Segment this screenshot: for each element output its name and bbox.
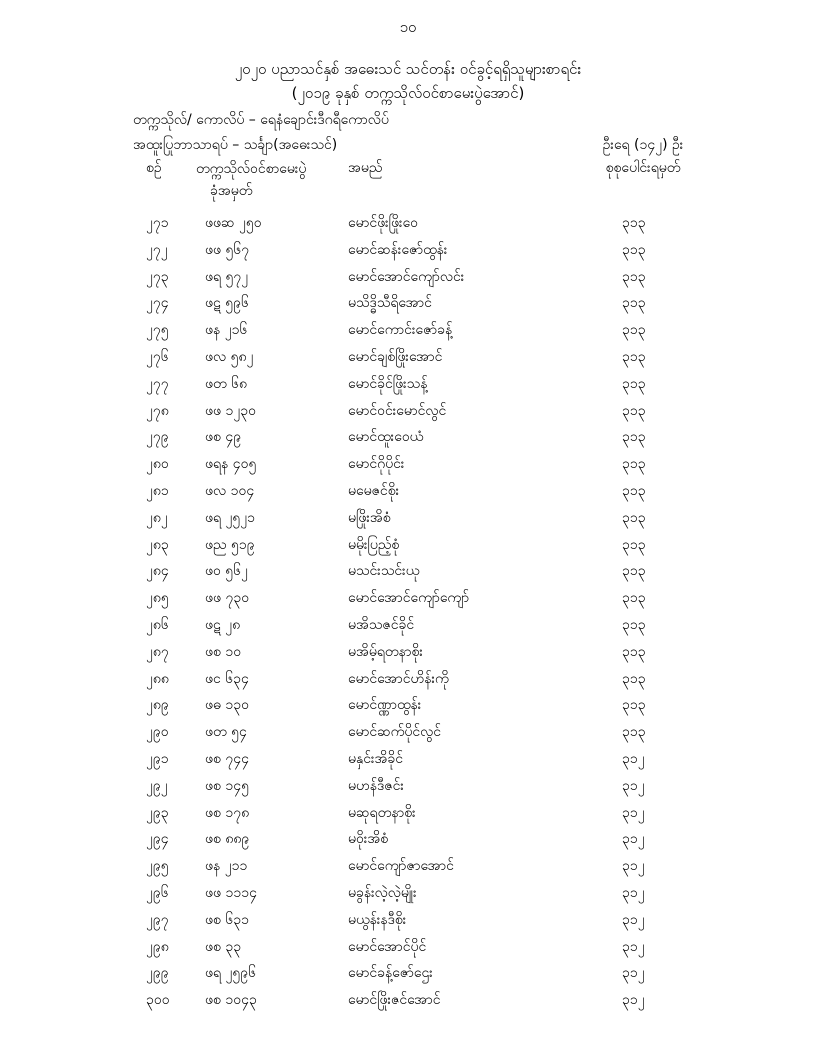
row-name: မောင်ဆန်းဇော်ထွန်း <box>348 241 448 258</box>
row-serial-no: ၂၉၀ <box>146 724 169 741</box>
row-total-marks: ၃၁၃ <box>622 697 646 714</box>
row-roll-number: ဖစ ၁၄၅ <box>205 777 249 794</box>
row-name: မနှင်းအိခိုင် <box>348 750 404 767</box>
row-serial-no: ၂၉၈ <box>146 938 169 955</box>
row-name: မောင်ကျော်ဇာအောင် <box>348 858 454 875</box>
row-roll-number: ဖစ ၈၈၉ <box>205 831 250 848</box>
row-serial-no: ၂၉၅ <box>146 858 169 875</box>
row-total-marks: ၃၁၂ <box>622 992 645 1009</box>
row-name: မောင်ဖြိုးဇင်အောင် <box>348 992 441 1009</box>
document-subtitle: (၂၀၁၉ ခုနှစ် တက္ကသိုလ်ဝင်စာမေးပွဲအောင်) <box>291 84 525 102</box>
row-serial-no: ၃၀၀ <box>146 992 170 1009</box>
row-roll-number: ဖစ ၄၉ <box>205 429 242 446</box>
row-roll-number: ဖရ ၅၇၂ <box>205 268 249 285</box>
row-serial-no: ၂၉၃ <box>146 804 169 821</box>
row-total-marks: ၃၁၃ <box>622 724 646 741</box>
row-name: မောင်ဏ္ဏာထွန်း <box>348 697 422 714</box>
row-serial-no: ၂၇၉ <box>146 429 169 446</box>
table-row <box>0 856 816 883</box>
row-roll-number: ဖဝ ၅၆၂ <box>205 563 248 580</box>
table-row <box>0 615 816 642</box>
row-total-marks: ၃၁၂ <box>622 938 645 955</box>
university-line: တက္ကသိုလ်/ ကောလိပ် – ရေနံချောင်းဒီဂရီကောလိပ် <box>133 112 389 128</box>
row-serial-no: ၂၉၇ <box>146 911 169 928</box>
row-total-marks: ၃၁၃ <box>622 295 646 312</box>
row-roll-number: ဖတ ၅၄ <box>205 724 247 741</box>
table-row <box>0 990 816 1017</box>
row-name: မဟန်ဒီဇင်း <box>348 777 404 794</box>
row-name: မောင်အောင်ပိုင် <box>348 938 427 955</box>
row-roll-number: ဖစ ၃၃ <box>205 938 242 955</box>
row-serial-no: ၂၈၉ <box>146 697 169 714</box>
row-total-marks: ၃၁၃ <box>622 402 646 419</box>
table-row <box>0 588 816 615</box>
row-total-marks: ၃၁၂ <box>622 965 645 982</box>
header-roll-number <box>196 158 346 202</box>
row-name: မောင်ဆက်ပိုင်လွင် <box>348 724 441 741</box>
row-serial-no: ၂၉၆ <box>146 884 169 901</box>
row-serial-no: ၂၈၂ <box>146 509 168 526</box>
row-name: မောင်အောင်ဟိန်းကို <box>348 670 449 687</box>
row-name: မအိမ့်ရတနာစိုး <box>348 643 423 660</box>
row-total-marks: ၃၁၃ <box>622 670 646 687</box>
table-row <box>0 320 816 347</box>
row-name: မောင်အောင်ကျော်ကျော် <box>348 590 470 607</box>
table-row <box>0 401 816 428</box>
row-name: မောင်ခန့်ဇော်ဌေး <box>348 965 433 982</box>
row-total-marks: ၃၁၃ <box>622 590 646 607</box>
table-row <box>0 213 816 240</box>
row-roll-number: ဖည ၅၁၉ <box>205 536 255 553</box>
row-roll-number: ဖန ၂၁၆ <box>205 322 248 339</box>
row-serial-no: ၂၈၄ <box>146 563 169 580</box>
row-total-marks: ၃၁၃ <box>622 482 646 499</box>
row-name: မောင်အောင်ကျော်လင်း <box>348 268 465 285</box>
row-serial-no: ၂၉၉ <box>146 965 169 982</box>
row-serial-no: ၂၈၅ <box>146 590 169 607</box>
row-total-marks: ၃၁၂ <box>622 804 645 821</box>
row-roll-number: ဖဖ ၅၆၇ <box>205 241 250 258</box>
results-list <box>0 213 816 1017</box>
row-roll-number: ဖလ ၁၀၄ <box>205 482 255 499</box>
row-name: မမေဇင်စိုး <box>348 482 400 499</box>
row-total-marks: ၃၁၃ <box>622 616 646 633</box>
header-serial-no: စဉ် <box>146 160 162 176</box>
row-serial-no: ၂၇၈ <box>146 402 169 419</box>
row-total-marks: ၃၁၃ <box>622 375 646 392</box>
header-roll-line-1: တက္ကသိုလ်ဝင်စာမေးပွဲ <box>196 161 307 177</box>
row-roll-number: ဖစ ၁၀ <box>205 643 242 660</box>
table-row <box>0 883 816 910</box>
row-roll-number: ဖစ ၁၇၈ <box>205 804 250 821</box>
row-serial-no: ၂၉၁ <box>146 750 169 767</box>
document-title: ၂၀၂၀ ပညာသင်နှစ် အဓေးသင် သင်တန်း ဝင်ခွင့်ရရှိသူများစာရင်း <box>234 60 582 78</box>
table-row <box>0 695 816 722</box>
row-name: မမိုးပြည့်စုံ <box>348 536 400 553</box>
row-total-marks: ၃၁၃ <box>622 348 646 365</box>
table-row <box>0 642 816 669</box>
table-row <box>0 347 816 374</box>
table-row <box>0 374 816 401</box>
row-name: မောင်ဖိုးဖြိုးဝေ <box>348 215 419 231</box>
header-name: အမည် <box>348 160 383 176</box>
row-total-marks: ၃၁၃ <box>622 456 646 473</box>
row-total-marks: ၃၁၂ <box>622 750 645 767</box>
row-serial-no: ၂၈၃ <box>146 536 169 553</box>
row-roll-number: ဖစ ၆၃၁ <box>205 911 249 928</box>
row-total-marks: ၃၁၂ <box>622 777 645 794</box>
row-roll-number: ဖဖဆ ၂၅၀ <box>205 215 262 231</box>
table-row <box>0 293 816 320</box>
row-name: မောင်ချစ်ဖြိုးအောင် <box>348 348 443 365</box>
row-roll-number: ဖစ ၇၄၄ <box>205 750 249 767</box>
table-row <box>0 829 816 856</box>
row-roll-number: ဖရန ၄၀၅ <box>205 456 257 473</box>
row-total-marks: ၃၁၃ <box>622 268 646 285</box>
row-roll-number: ဖဖ ၇၃၀ <box>205 590 250 607</box>
row-serial-no: ၂၇၆ <box>146 348 169 365</box>
row-serial-no: ၂၇၄ <box>146 295 169 312</box>
table-row <box>0 963 816 990</box>
row-serial-no: ၂၉၂ <box>146 777 168 794</box>
row-serial-no: ၂၇၇ <box>146 375 169 392</box>
row-name: မအိသဇင်ခိုင် <box>348 616 415 633</box>
table-row <box>0 481 816 508</box>
row-total-marks: ၃၁၂ <box>622 858 645 875</box>
row-name: မဝိုးအိစံ <box>348 831 389 848</box>
row-roll-number: ဖတ ၆၈ <box>205 375 247 392</box>
row-serial-no: ၂၈၁ <box>146 482 169 499</box>
row-serial-no: ၂၈၈ <box>146 670 169 687</box>
table-row <box>0 937 816 964</box>
row-name: မောင်ဝင်းမောင်လွင် <box>348 402 447 419</box>
table-row <box>0 776 816 803</box>
table-row <box>0 561 816 588</box>
row-name: မောင်ဂိုပိုင်း <box>348 456 405 473</box>
row-roll-number: ဖန ၂၁၁ <box>205 858 248 875</box>
row-roll-number: ဖလ ၅၈၂ <box>205 348 254 365</box>
row-serial-no: ၂၉၄ <box>146 831 169 848</box>
row-roll-number: ဖရ ၂၅၉၆ <box>205 965 256 982</box>
row-serial-no: ၂၈၀ <box>146 456 169 473</box>
row-total-marks: ၃၁၃ <box>622 215 646 231</box>
row-total-marks: ၃၁၃ <box>622 643 646 660</box>
row-total-marks: ၃၁၃ <box>622 536 646 553</box>
row-name: မောင်ကောင်းဇော်ခန့် <box>348 322 453 339</box>
quota-line: ဦးရေ (၁၄၂) ဦး <box>602 137 684 153</box>
row-total-marks: ၃၁၂ <box>622 884 645 901</box>
row-name: မောင်ခိုင်ဖြိုးသန့် <box>348 375 428 392</box>
table-row <box>0 535 816 562</box>
row-roll-number: ဖရ ၂၅၂၁ <box>205 509 255 526</box>
row-total-marks: ၃၁၃ <box>622 563 646 580</box>
row-serial-no: ၂၈၆ <box>146 616 169 633</box>
row-roll-number: ဖဖ ၁၂၃၀ <box>205 402 256 419</box>
row-name: မောင်ထူးဝေယံ <box>348 429 424 446</box>
row-serial-no: ၂၈၇ <box>146 643 169 660</box>
page-number: ၁၀ <box>399 18 417 36</box>
row-serial-no: ၂၇၅ <box>146 322 169 339</box>
table-row <box>0 669 816 696</box>
row-total-marks: ၃၁၂ <box>622 911 645 928</box>
row-serial-no: ၂၇၂ <box>146 241 168 258</box>
row-name: မသိဒ္ဓိသီရိအောင် <box>348 295 432 312</box>
row-name: မဖြိုးအိစံ <box>348 509 391 526</box>
row-total-marks: ၃၁၃ <box>622 509 646 526</box>
row-total-marks: ၃၁၃ <box>622 322 646 339</box>
row-serial-no: ၂၇၃ <box>146 268 169 285</box>
table-row <box>0 910 816 937</box>
row-total-marks: ၃၁၃ <box>622 241 646 258</box>
row-total-marks: ၃၁၃ <box>622 429 646 446</box>
header-roll-line-2: ခုံအမှတ် <box>210 183 253 199</box>
table-row <box>0 454 816 481</box>
row-roll-number: ဖင ၆၃၄ <box>205 670 249 687</box>
row-roll-number: ဖစ ၁၀၄၃ <box>205 992 257 1009</box>
header-total-marks: စုစုပေါင်းရမှတ် <box>605 160 681 176</box>
row-name: မခွန်းလဲ့လဲ့မျိုး <box>348 884 417 901</box>
row-roll-number: ဖဋ ၅၉၆ <box>205 295 249 312</box>
row-serial-no: ၂၇၁ <box>146 215 169 231</box>
subject-line: အထူးပြုဘာသာရပ် – သင်္ချာ(အဓေးသင်) <box>133 137 338 153</box>
table-row <box>0 240 816 267</box>
row-name: မသင်းသင်းယု <box>348 563 420 580</box>
row-roll-number: ဖဋ ၂၈ <box>205 616 241 633</box>
row-total-marks: ၃၁၂ <box>622 831 645 848</box>
table-row <box>0 722 816 749</box>
table-row <box>0 803 816 830</box>
table-row <box>0 508 816 535</box>
table-row <box>0 267 816 294</box>
row-name: မယွန်းနဒီစိုး <box>348 911 407 928</box>
row-roll-number: ဖဖ ၁၁၁၄ <box>205 884 257 901</box>
table-row <box>0 749 816 776</box>
table-row <box>0 427 816 454</box>
row-name: မဆုရတနာစိုး <box>348 804 416 821</box>
row-roll-number: ဖဓ ၁၃၀ <box>205 697 249 714</box>
